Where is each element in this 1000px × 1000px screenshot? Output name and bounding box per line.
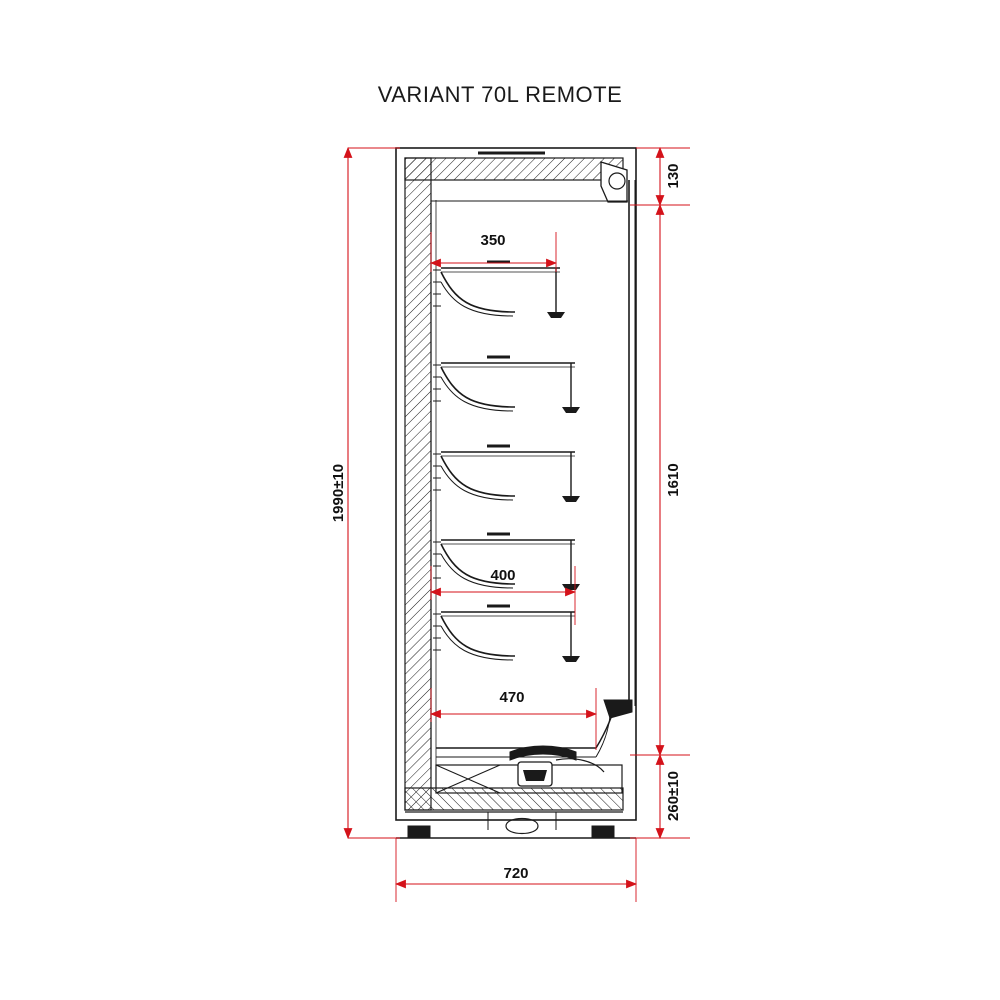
dimension-label-base-height: 260±10 — [665, 771, 682, 821]
dimension-overall-height — [330, 148, 400, 838]
dimension-label-base-deck-depth: 470 — [499, 689, 525, 706]
dimension-label-shelf-depth-lower: 400 — [490, 567, 516, 584]
dimension-label-shelf-depth-top: 350 — [480, 232, 506, 249]
dimension-base-deck-depth — [431, 688, 596, 750]
dimension-label-display-height: 1610 — [665, 463, 682, 497]
cabinet-outer-outline — [396, 148, 636, 820]
dimension-overall-depth — [396, 838, 636, 902]
foot-front — [592, 826, 614, 838]
dimension-label-overall-height: 1990±10 — [330, 463, 347, 523]
foot-rear — [408, 826, 430, 838]
dimension-shelf-depth-top — [431, 232, 556, 272]
rear-wall-insulation — [405, 158, 431, 810]
shelf-1 — [433, 262, 565, 318]
shelf-5 — [433, 606, 580, 662]
dimension-base-height — [630, 755, 690, 838]
shelf-2 — [433, 357, 580, 413]
fan-blade — [523, 770, 547, 781]
dimension-canopy-height — [630, 148, 690, 205]
plinth-and-feet — [396, 812, 636, 838]
cabinet-body — [396, 148, 636, 838]
dimension-label-canopy-height: 130 — [665, 163, 682, 189]
top-canopy-insulation — [405, 158, 623, 180]
return-air-grille — [604, 700, 632, 718]
dimension-label-overall-depth: 720 — [503, 865, 529, 882]
dimension-display-height — [630, 205, 690, 755]
base-insulation — [405, 788, 623, 810]
shelf-group — [433, 262, 580, 662]
page-title: VARIANT 70L REMOTE — [377, 82, 623, 107]
shelf-3 — [433, 446, 580, 502]
